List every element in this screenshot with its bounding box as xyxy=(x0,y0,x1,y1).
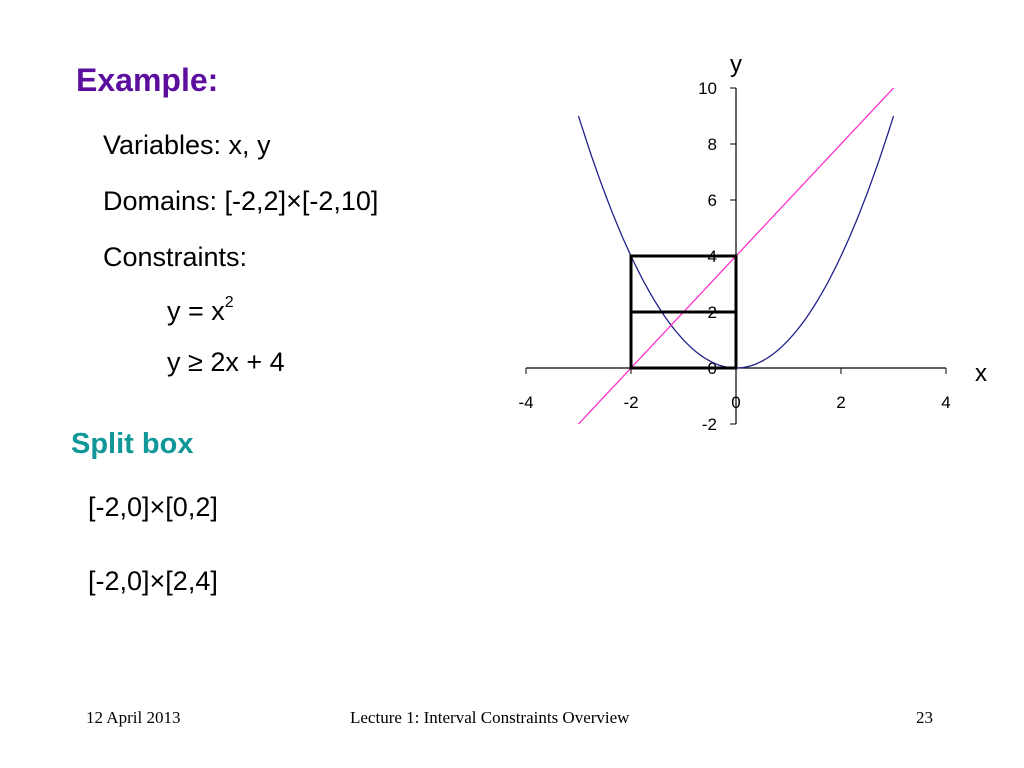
x-axis-label: x xyxy=(975,360,987,387)
y-axis-label: y xyxy=(730,51,742,78)
footer-page-number: 23 xyxy=(916,708,933,727)
y-tick-label: 4 xyxy=(707,247,717,266)
constraint-1-base: y = x xyxy=(167,296,225,326)
constraint-1-exponent: 2 xyxy=(224,294,234,311)
slide-title: Example: xyxy=(76,62,219,98)
x-tick-label: 2 xyxy=(836,393,846,412)
y-tick-label: 6 xyxy=(707,191,717,210)
constraints-label: Constraints: xyxy=(103,242,248,272)
x-tick-label: -4 xyxy=(518,393,534,412)
domains-line: Domains: [-2,2]×[-2,10] xyxy=(103,186,379,216)
split-box-rect-2 xyxy=(631,256,736,312)
x-tick-label: -2 xyxy=(623,393,639,412)
split-box-2: [-2,0]×[2,4] xyxy=(88,566,218,596)
y-tick-label: 8 xyxy=(707,135,717,154)
split-box-heading: Split box xyxy=(71,428,194,460)
y-tick-label: 2 xyxy=(707,303,717,322)
split-box-1: [-2,0]×[0,2] xyxy=(88,492,218,522)
footer-date: 12 April 2013 xyxy=(86,708,181,727)
footer-lecture-title: Lecture 1: Interval Constraints Overview xyxy=(350,708,630,727)
constraint-2: y ≥ 2x + 4 xyxy=(167,347,285,377)
y-tick-label: -2 xyxy=(701,415,717,434)
x-tick-label: 0 xyxy=(731,393,741,412)
y-tick-label: 0 xyxy=(707,359,717,378)
y-tick-label: 10 xyxy=(698,79,717,98)
variables-line: Variables: x, y xyxy=(103,130,271,160)
x-tick-label: 4 xyxy=(941,393,951,412)
